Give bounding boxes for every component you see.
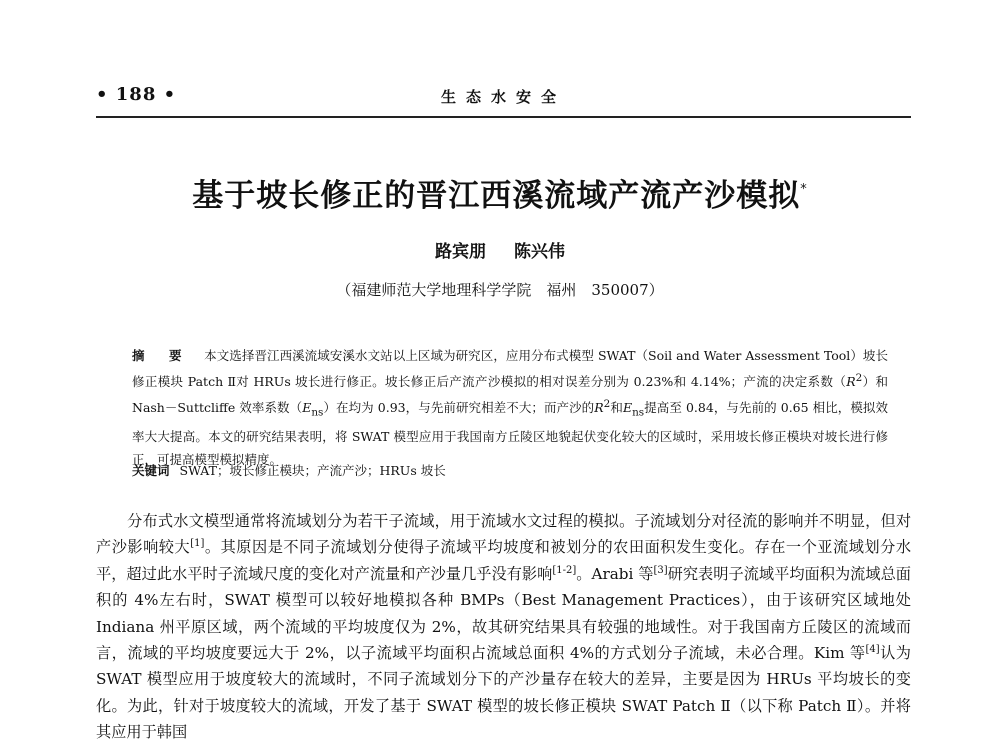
- abstract: [132, 344, 888, 471]
- page-header: [96, 76, 911, 116]
- abstract-ens-subscript: ns: [311, 406, 324, 419]
- abstract-text-4: 和: [610, 400, 623, 416]
- keywords-text: SWAT；坡长修正模块；产流产沙；HRUs 坡长: [179, 463, 446, 478]
- abstract-r2b-symbol: R: [594, 400, 604, 416]
- paper-title: [0, 176, 1000, 216]
- keywords-label: 关键词: [132, 463, 170, 478]
- body-text-2: 。其原因是不同子流域划分使得子流域平均坡度和被划分的农田面积发生变化。存在一个亚流域划分水平，超过此水平时子流域尺度的变化对产流量和产沙量几乎没有影响: [96, 538, 912, 583]
- body-paragraph: [96, 508, 911, 746]
- body-text-1: 分布式水文模型通常将流域划分为若干子流域，用于流域水文过程的模拟。子流域划分对径流的影响并不明显，但对产沙影响较大: [96, 512, 911, 557]
- body-text-4: 研究表明子流域平均面积为流域总面积的 4%左右时，SWAT 模型可以较好地模拟各种 BMPs（Best Management Practices），由于该研究区域地处 Indiana 州平原区域，两个流域的平均坡度仅为 2%，故其研究结果具有较强的地域性。对于我国南方丘陵区的流域而言，流域的平均坡度要远大于 2%，以子流域平均面积占流域总面积 4%的方式划分子流域，未必合理。Kim 等: [96, 564, 911, 663]
- abstract-text-5: 提高至 0.84，与先前的 0.65 相比，模拟效率大大提高。本文的研究结果表明，将 SWAT 模型应用于我国南方丘陵区地貌起伏变化较大的区域时，采用坡长修正模块对坡长进行修正，可提高模型模拟精度。: [132, 400, 888, 467]
- journal-section-title: 生态水安全: [440, 88, 566, 106]
- citation-1-2[interactable]: [1-2]: [552, 564, 577, 576]
- citation-3[interactable]: [3]: [653, 564, 668, 576]
- abstract-ens2-subscript: ns: [632, 406, 645, 419]
- abstract-text-1: 本文选择晋江西溪流域安溪水文站以上区域为研究区，应用分布式模型 SWAT（Soil and Water Assessment Tool）坡长修正模块 Patch Ⅱ对 HRUs 坡长进行修正。坡长修正后产流产沙模拟的相对误差分别为 0.23%和 4.14%；产流的决定系数（: [132, 348, 888, 390]
- header-rule: [96, 116, 911, 118]
- abstract-label: 摘 要: [132, 348, 192, 363]
- abstract-text-2: ）和 Nash－Suttcliffe 效率系数（: [132, 374, 888, 416]
- title-text: 基于坡长修正的晋江西溪流域产流产沙模拟: [192, 178, 801, 214]
- abstract-r2-exponent: 2: [855, 372, 863, 384]
- authors: 路宾朋 陈兴伟: [435, 242, 565, 262]
- abstract-ens-symbol: E: [302, 400, 312, 416]
- title-footnote-mark: *: [800, 182, 808, 197]
- citation-1[interactable]: [1]: [190, 538, 205, 550]
- abstract-text-3: ）在均为 0.93，与先前研究相差不大；而产沙的: [323, 400, 595, 416]
- affiliation: （福建师范大学地理科学学院 福州 350007）: [336, 281, 664, 299]
- abstract-r2-symbol: R: [846, 374, 856, 390]
- body-text-5: 认为 SWAT 模型应用于坡度较大的流域时，不同子流域划分下的产沙量存在较大的差异，主要是因为 HRUs 平均坡长的变化。为此，针对于坡度较大的流域，开发了基于 SWAT 模型的坡长修正模块 SWAT Patch Ⅱ（以下称 Patch Ⅱ）。并将其应用于韩国: [96, 644, 911, 742]
- abstract-r2b-exponent: 2: [603, 398, 611, 411]
- citation-4[interactable]: [4]: [865, 643, 880, 655]
- keywords: [132, 459, 888, 482]
- page-number: • 188 •: [96, 84, 177, 105]
- body-text-3: 。Arabi 等: [576, 564, 654, 583]
- abstract-ens2-symbol: E: [622, 400, 633, 416]
